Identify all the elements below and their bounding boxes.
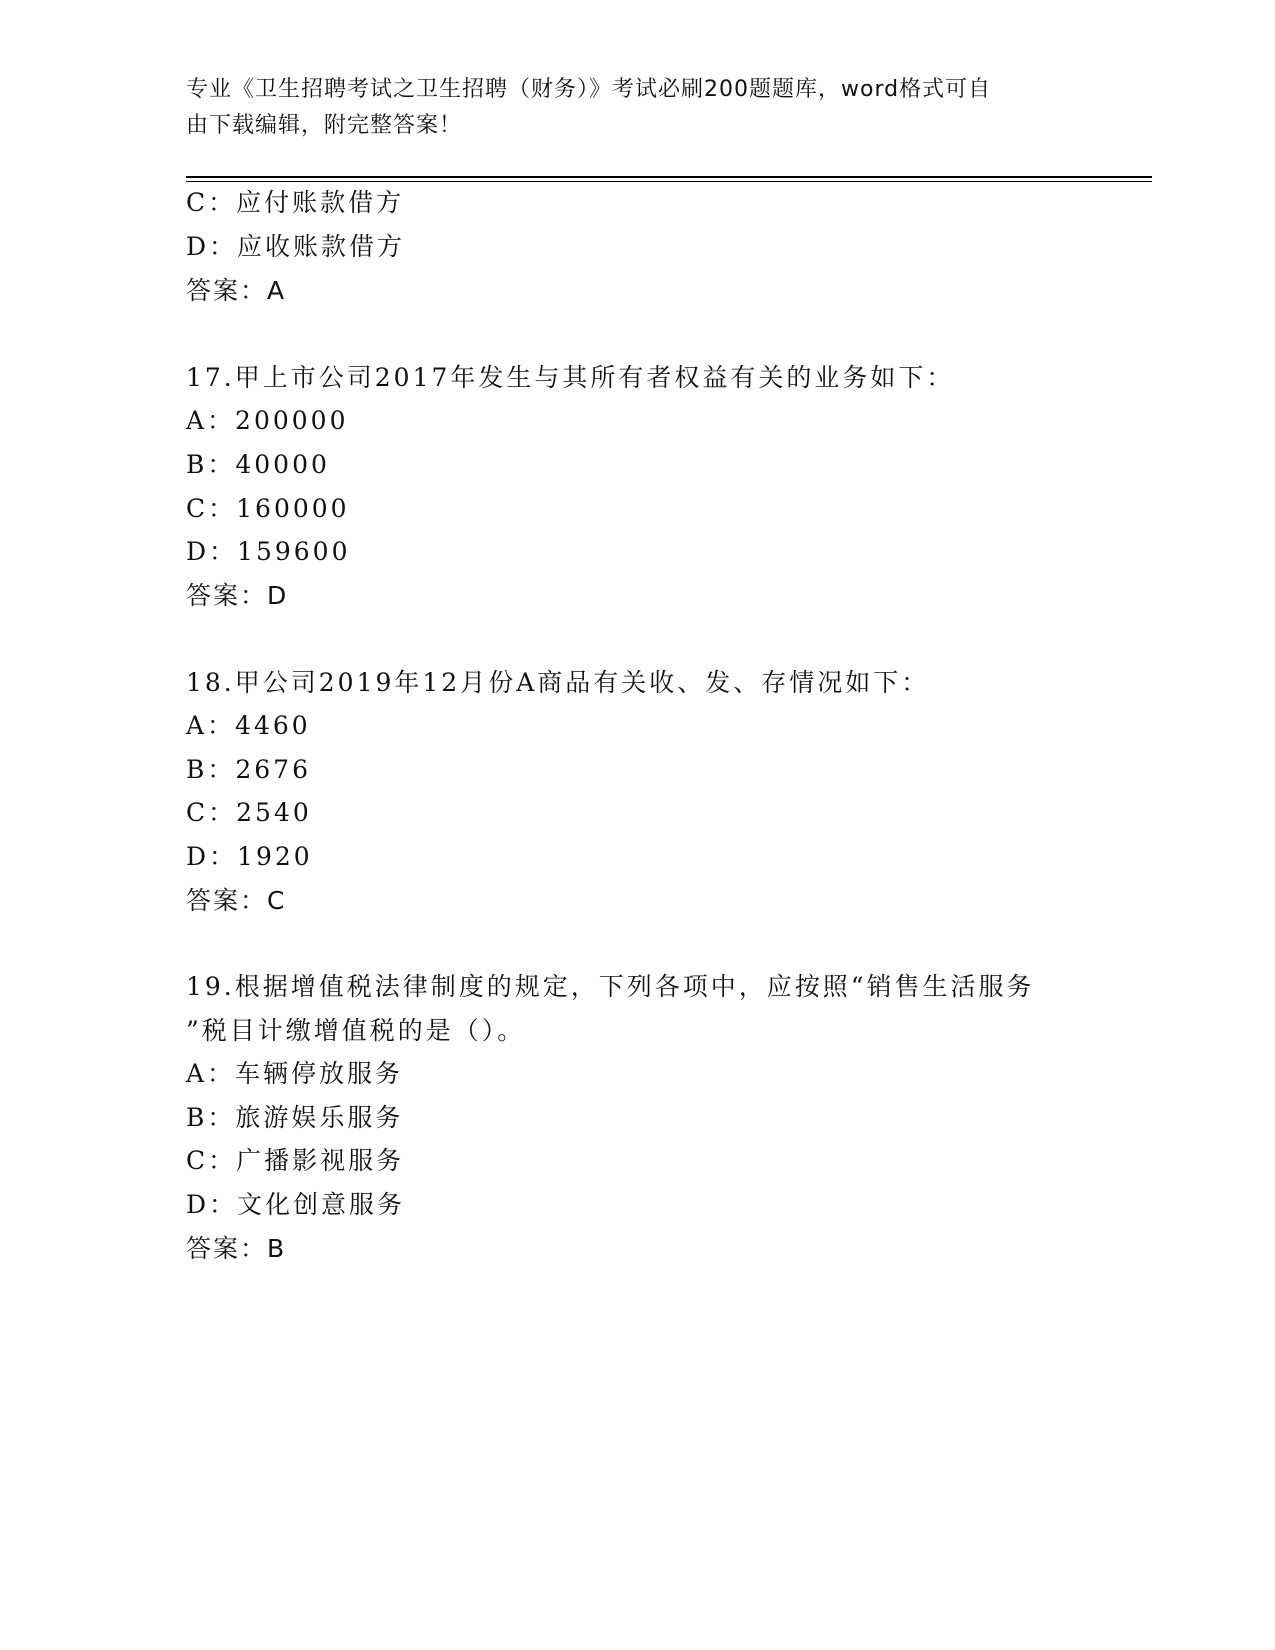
q18-question: 18.甲公司2019年12月份A商品有关收、发、存情况如下： bbox=[186, 668, 930, 697]
q18-option-b: B：2676 bbox=[186, 755, 311, 784]
q19-option-d: D：文化创意服务 bbox=[186, 1190, 406, 1219]
q17-option-c: C：160000 bbox=[186, 494, 350, 523]
document-header bbox=[186, 72, 1066, 144]
q16-answer: 答案：A bbox=[186, 276, 287, 305]
q16-option-c: C：应付账款借方 bbox=[186, 188, 405, 217]
q17-option-b: B：40000 bbox=[186, 450, 330, 479]
q19-question-line-2: ”税目计缴增值税的是（）。 bbox=[186, 1016, 526, 1045]
q17-question: 17.甲上市公司2017年发生与其所有者权益有关的业务如下： bbox=[186, 363, 955, 392]
q19-option-a: A：车辆停放服务 bbox=[186, 1059, 404, 1088]
q18-answer: 答案：C bbox=[186, 886, 287, 915]
q19-option-c: C：广播影视服务 bbox=[186, 1146, 405, 1175]
q17-option-d: D：159600 bbox=[186, 537, 351, 566]
q17-option-a: A：200000 bbox=[186, 406, 349, 435]
q17-answer: 答案：D bbox=[186, 581, 289, 610]
q19-answer: 答案：B bbox=[186, 1234, 287, 1263]
q18-option-a: A：4460 bbox=[186, 711, 311, 740]
q18-option-c: C：2540 bbox=[186, 798, 312, 827]
header-divider bbox=[186, 176, 1152, 178]
q18-option-d: D：1920 bbox=[186, 842, 313, 871]
header-divider-thin bbox=[186, 181, 1152, 182]
q16-option-d: D：应收账款借方 bbox=[186, 232, 406, 261]
header-line-1: 专业《卫生招聘考试之卫生招聘（财务）》考试必刷200题题库，word格式可自 bbox=[186, 77, 992, 102]
q19-option-b: B：旅游娱乐服务 bbox=[186, 1103, 404, 1132]
q19-question-line-1: 19.根据增值税法律制度的规定，下列各项中，应按照“销售生活服务 bbox=[186, 972, 1035, 1001]
header-line-2: 由下载编辑，附完整答案！ bbox=[186, 113, 463, 138]
